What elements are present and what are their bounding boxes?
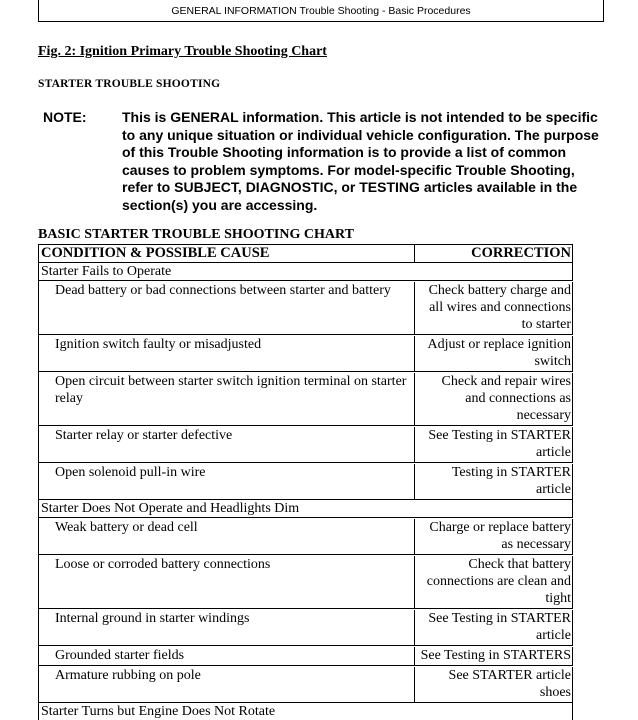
cause-cell: Open solenoid pull-in wire bbox=[39, 464, 415, 499]
page-header: GENERAL INFORMATION Trouble Shooting - Basic Procedures bbox=[38, 0, 604, 22]
cause-cell: Weak battery or dead cell bbox=[39, 519, 415, 554]
table-row bbox=[39, 555, 573, 609]
note-label: NOTE: bbox=[43, 109, 87, 125]
correction-cell: Check battery charge and all wires and connections to starter bbox=[415, 282, 573, 334]
note-text: This is GENERAL information. This article is not intended to be specific to any unique situation or individual vehicle configuration. The purpose of this Trouble Shooting information is to provide a list of common causes to problem symptoms. For model-specific Trouble Shooting, refer to SUBJECT, DIAGNOSTIC, or TESTING articles available in the section(s) you are accessing. bbox=[122, 109, 599, 213]
correction-cell: See Testing in STARTERS bbox=[415, 647, 573, 665]
trouble-shooting-table bbox=[38, 244, 573, 720]
cause-cell: Dead battery or bad connections between starter and battery bbox=[39, 282, 415, 334]
condition-group-title: Starter Does Not Operate and Headlights Dim bbox=[39, 500, 573, 517]
table-header-row bbox=[39, 245, 573, 263]
figure-title-link[interactable]: Fig. 2: Ignition Primary Trouble Shooting Chart bbox=[38, 44, 327, 59]
cause-cell: Starter relay or starter defective bbox=[39, 427, 415, 462]
cause-cell: Grounded starter fields bbox=[39, 647, 415, 665]
condition-group-title: Starter Fails to Operate bbox=[39, 263, 573, 280]
table-row bbox=[39, 518, 573, 555]
table-row bbox=[39, 335, 573, 372]
table-row bbox=[39, 372, 573, 426]
cause-cell: Open circuit between starter switch ignition terminal on starter relay bbox=[39, 373, 415, 425]
correction-cell: See Testing in STARTER article bbox=[415, 427, 573, 462]
cause-cell: Armature rubbing on pole bbox=[39, 667, 415, 702]
correction-cell: Testing in STARTER article bbox=[415, 464, 573, 499]
correction-cell: Check that battery connections are clean and tight bbox=[415, 556, 573, 608]
condition-group-row bbox=[39, 263, 573, 281]
table-row bbox=[39, 609, 573, 646]
table-row bbox=[39, 426, 573, 463]
table-row bbox=[39, 646, 573, 666]
cause-cell: Ignition switch faulty or misadjusted bbox=[39, 336, 415, 371]
correction-cell: Adjust or replace ignition switch bbox=[415, 336, 573, 371]
cause-cell: Loose or corroded battery connections bbox=[39, 556, 415, 608]
condition-column-header: CONDITION & POSSIBLE CAUSE bbox=[39, 245, 415, 262]
correction-cell: Charge or replace battery as necessary bbox=[415, 519, 573, 554]
table-row bbox=[39, 666, 573, 703]
correction-column-header: CORRECTION bbox=[415, 245, 573, 262]
section-title: STARTER TROUBLE SHOOTING bbox=[38, 78, 221, 90]
condition-group-title: Starter Turns but Engine Does Not Rotate bbox=[39, 703, 573, 720]
correction-cell: Check and repair wires and connections as necessary bbox=[415, 373, 573, 425]
table-row bbox=[39, 281, 573, 335]
correction-cell: See STARTER article shoes bbox=[415, 667, 573, 702]
condition-group-row bbox=[39, 500, 573, 518]
cause-cell: Internal ground in starter windings bbox=[39, 610, 415, 645]
chart-title: BASIC STARTER TROUBLE SHOOTING CHART bbox=[38, 227, 354, 242]
table-row bbox=[39, 463, 573, 500]
condition-group-row bbox=[39, 703, 573, 720]
correction-cell: See Testing in STARTER article bbox=[415, 610, 573, 645]
